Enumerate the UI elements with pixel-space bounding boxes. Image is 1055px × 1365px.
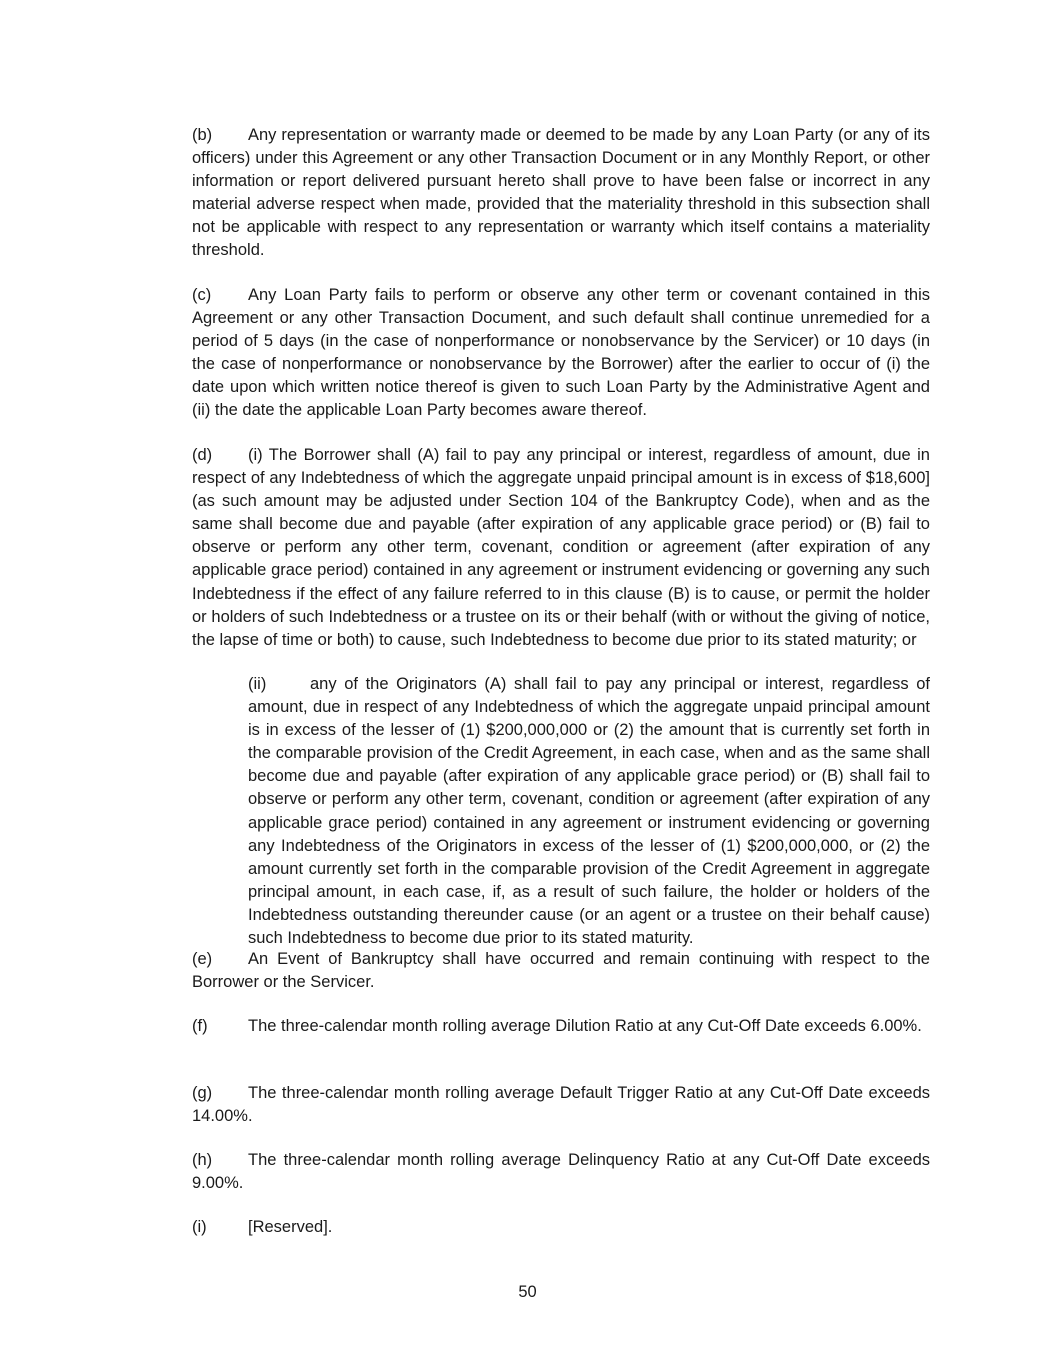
paragraph-label: (ii) [248,675,267,693]
paragraph-f [132,1015,930,1038]
paragraph-d-body [132,444,930,652]
paragraph-f-body [132,1015,930,1038]
paragraph-text: The three-calendar month rolling average Dilution Ratio at any Cut-Off Date exceeds 6.00%. [248,1017,922,1035]
paragraph-text: The three-calendar month rolling average Delinquency Ratio at any Cut-Off Date exceeds 9.00%. [192,1151,930,1193]
paragraph-e-body [132,948,930,994]
paragraph-label: (h) [192,1151,213,1169]
paragraph-label: (f) [192,1017,208,1035]
paragraph-text: The three-calendar month rolling average Default Trigger Ratio at any Cut-Off Date exceeds 14.00%. [192,1084,930,1126]
paragraph-d-ii [124,673,930,950]
paragraph-g [132,1082,930,1128]
paragraph-text: any of the Originators (A) shall fail to pay any principal or interest, regardless of amount, due in respect of any Indebtedness of which the aggregate unpaid principal amount is in excess of the lesser of (1) $200,000,000 or (2) the amount that is currently set forth in the comparable provision of the Credit Agreement, in each case, when and as the same shall become due and payable (after expiration of any applicable grace period) or (B) shall fail to observe or perform any other term, covenant, condition or agreement (after expiration of any applicable grace period) contained in any agreement or instrument evidencing or governing any Indebtedness of the Originators in excess of the lesser of (1) $200,000,000, or (2) the amount currently set forth in the comparable provision of the Credit Agreement in aggregate principal amount, in each case, if, as a result of such failure, the holder or holders of the Indebtedness outstanding thereunder cause (or an agent or a trustee on their behalf cause) such Indebtedness to become due prior to its stated maturity. [248,675,930,948]
paragraph-label: (d) [192,446,213,464]
paragraph-label: (b) [192,126,213,144]
page-number: 50 [518,1283,537,1301]
paragraph-c-body [132,284,930,423]
paragraph-label: (i) [192,1218,207,1236]
paragraph-text: [Reserved]. [248,1218,333,1236]
paragraph-label: (g) [192,1084,213,1102]
paragraph-h-body [132,1149,930,1195]
paragraph-text: An Event of Bankruptcy shall have occurred and remain continuing with respect to the Borrower or the Servicer. [192,950,930,992]
paragraph-i [192,1216,332,1239]
paragraph-e [132,948,930,994]
paragraph-b [132,124,930,263]
paragraph-label: (e) [192,950,213,968]
paragraph-label: (c) [192,286,212,304]
paragraph-c [132,284,930,423]
paragraph-d [132,444,930,652]
paragraph-text: (i) The Borrower shall (A) fail to pay any principal or interest, regardless of amount, due in respect of any Indebtedness of which the aggregate unpaid principal amount is in excess of $18,600] (as such amount may be adjusted under Section 104 of the Bankruptcy Code), when and as the same shall become due and payable (after expiration of any applicable grace period) or (B) fail to observe or perform any other term, covenant, condition or agreement (after expiration of any applicable grace period) contained in any agreement or instrument evidencing or governing any such Indebtedness if the effect of any failure referred to in this clause (B) is to cause, or permit the holder or holders of such Indebtedness or a trustee on its or their behalf (with or without the giving of notice, the lapse of time or both) to cause, such Indebtedness to become due prior to its stated maturity; or [192,446,930,649]
paragraph-d-ii-body [124,673,930,950]
paragraph-h [132,1149,930,1195]
paragraph-b-body [132,124,930,263]
paragraph-text: Any representation or warranty made or deemed to be made by any Loan Party (or any of its officers) under this Agreement or any other Transaction Document or in any Monthly Report, or other information or report delivered pursuant hereto shall prove to have been false or incorrect in any material adverse respect when made, provided that the materiality threshold in this subsection shall not be applicable with respect to any representation or warranty which itself contains a materiality threshold. [192,126,930,260]
paragraph-text: Any Loan Party fails to perform or observe any other term or covenant contained in this Agreement or any other Transaction Document, and such default shall continue unremedied for a period of 5 days (in the case of nonperformance or nonobservance by the Servicer) or 10 days (in the case of nonperformance or nonobservance by the Borrower) after the earlier to occur of (i) the date upon which written notice thereof is given to such Loan Party by the Administrative Agent and (ii) the date the applicable Loan Party becomes aware thereof. [192,286,930,420]
paragraph-g-body [132,1082,930,1128]
